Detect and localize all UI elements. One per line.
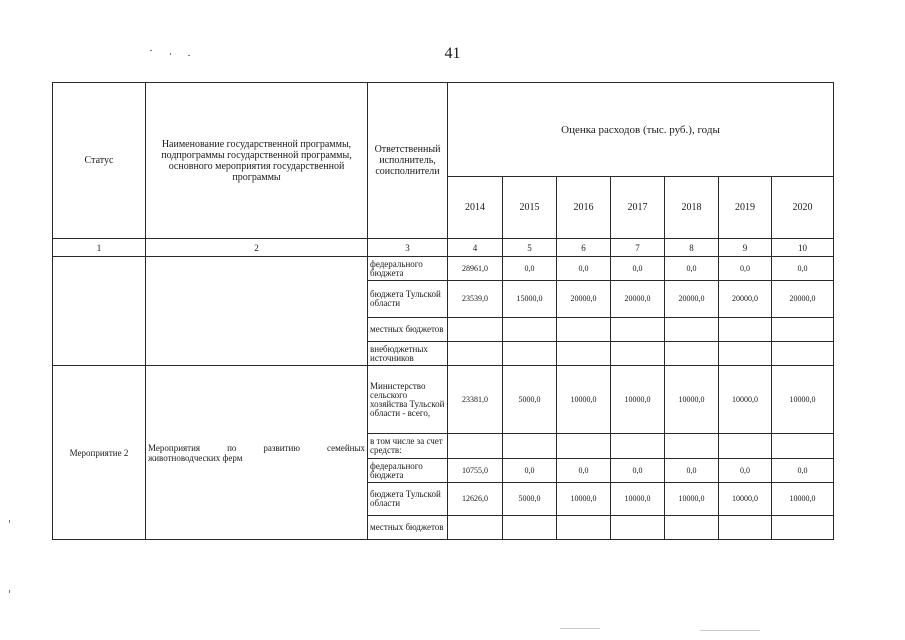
header-program-name: Наименование государственной программы, подпрограммы государственной программы, основного мероприятия государственной программы — [146, 83, 368, 239]
value-cell: 23539,0 — [448, 281, 503, 318]
value-cell: 10000,0 — [665, 483, 719, 516]
value-cell: 10000,0 — [557, 366, 611, 434]
value-cell: 10000,0 — [665, 366, 719, 434]
value-cell: 10000,0 — [719, 366, 772, 434]
column-number: 4 — [448, 239, 503, 257]
value-cell — [503, 342, 557, 366]
value-cell — [611, 516, 665, 540]
header-status: Статус — [53, 83, 146, 239]
column-number: 3 — [368, 239, 448, 257]
value-cell: 0,0 — [557, 257, 611, 281]
value-cell: 20000,0 — [611, 281, 665, 318]
value-cell — [503, 318, 557, 342]
funding-source: местных бюджетов — [368, 318, 448, 342]
value-cell — [719, 516, 772, 540]
value-cell — [611, 434, 665, 459]
column-number-row — [53, 239, 834, 257]
value-cell: 12626,0 — [448, 483, 503, 516]
scan-speck — [170, 53, 171, 55]
scan-speck — [9, 590, 10, 593]
value-cell: 20000,0 — [665, 281, 719, 318]
scan-speck — [9, 520, 10, 523]
value-cell — [448, 516, 503, 540]
value-cell: 10755,0 — [448, 459, 503, 483]
header-year: 2017 — [611, 177, 665, 239]
value-cell: 10000,0 — [772, 366, 834, 434]
column-number: 9 — [719, 239, 772, 257]
funding-source: местных бюджетов — [368, 516, 448, 540]
funding-source: федерального бюджета — [368, 257, 448, 281]
funding-source: Министерство сельского хозяйства Тульской области - всего, — [368, 366, 448, 434]
value-cell: 20000,0 — [557, 281, 611, 318]
table-row — [53, 257, 834, 281]
program-name-cell: Мероприятия по развитию семейных животноводческих ферм — [146, 366, 368, 540]
value-cell — [772, 318, 834, 342]
value-cell — [611, 342, 665, 366]
column-number: 8 — [665, 239, 719, 257]
funding-source: в том числе за счет средств: — [368, 434, 448, 459]
value-cell — [719, 434, 772, 459]
header-year: 2019 — [719, 177, 772, 239]
header-year: 2018 — [665, 177, 719, 239]
value-cell: 0,0 — [719, 257, 772, 281]
value-cell — [448, 342, 503, 366]
scan-speck — [188, 55, 190, 56]
funding-source: бюджета Тульской области — [368, 483, 448, 516]
funding-source: бюджета Тульской области — [368, 281, 448, 318]
value-cell — [772, 516, 834, 540]
value-cell: 23381,0 — [448, 366, 503, 434]
value-cell: 15000,0 — [503, 281, 557, 318]
value-cell: 10000,0 — [719, 483, 772, 516]
value-cell: 20000,0 — [772, 281, 834, 318]
value-cell: 20000,0 — [719, 281, 772, 318]
header-executor: Ответственный исполнитель, соисполнители — [368, 83, 448, 239]
value-cell: 10000,0 — [611, 483, 665, 516]
value-cell — [665, 342, 719, 366]
header-year: 2015 — [503, 177, 557, 239]
value-cell — [448, 434, 503, 459]
value-cell: 10000,0 — [557, 483, 611, 516]
value-cell — [448, 318, 503, 342]
value-cell — [503, 434, 557, 459]
value-cell: 0,0 — [719, 459, 772, 483]
value-cell: 28961,0 — [448, 257, 503, 281]
header-year: 2014 — [448, 177, 503, 239]
status-cell — [53, 257, 146, 366]
value-cell — [557, 318, 611, 342]
column-number: 6 — [557, 239, 611, 257]
value-cell — [719, 318, 772, 342]
value-cell — [665, 516, 719, 540]
funding-source: внебюджетных источников — [368, 342, 448, 366]
value-cell — [503, 516, 557, 540]
value-cell — [772, 434, 834, 459]
value-cell — [557, 516, 611, 540]
value-cell: 0,0 — [665, 459, 719, 483]
value-cell: 0,0 — [772, 257, 834, 281]
header-year: 2020 — [772, 177, 834, 239]
status-cell: Мероприятие 2 — [53, 366, 146, 540]
value-cell — [557, 342, 611, 366]
value-cell: 5000,0 — [503, 366, 557, 434]
budget-table — [52, 82, 834, 540]
column-number: 1 — [53, 239, 146, 257]
value-cell — [557, 434, 611, 459]
value-cell: 0,0 — [772, 459, 834, 483]
value-cell: 5000,0 — [503, 483, 557, 516]
value-cell: 10000,0 — [611, 366, 665, 434]
scan-speck — [560, 628, 600, 629]
value-cell: 0,0 — [665, 257, 719, 281]
program-name-cell — [146, 257, 368, 366]
column-number: 10 — [772, 239, 834, 257]
value-cell — [719, 342, 772, 366]
value-cell: 10000,0 — [772, 483, 834, 516]
value-cell: 0,0 — [557, 459, 611, 483]
value-cell: 0,0 — [503, 257, 557, 281]
value-cell — [611, 318, 665, 342]
column-number: 2 — [146, 239, 368, 257]
value-cell: 0,0 — [611, 257, 665, 281]
header-costs: Оценка расходов (тыс. руб.), годы — [448, 83, 834, 177]
table-row — [53, 366, 834, 434]
value-cell: 0,0 — [503, 459, 557, 483]
column-number: 7 — [611, 239, 665, 257]
page-number: 41 — [444, 45, 461, 62]
header-year: 2016 — [557, 177, 611, 239]
scan-speck — [150, 50, 152, 51]
funding-source: федерального бюджета — [368, 459, 448, 483]
value-cell — [665, 318, 719, 342]
value-cell — [665, 434, 719, 459]
value-cell — [772, 342, 834, 366]
value-cell: 0,0 — [611, 459, 665, 483]
scan-speck — [700, 630, 760, 631]
column-number: 5 — [503, 239, 557, 257]
